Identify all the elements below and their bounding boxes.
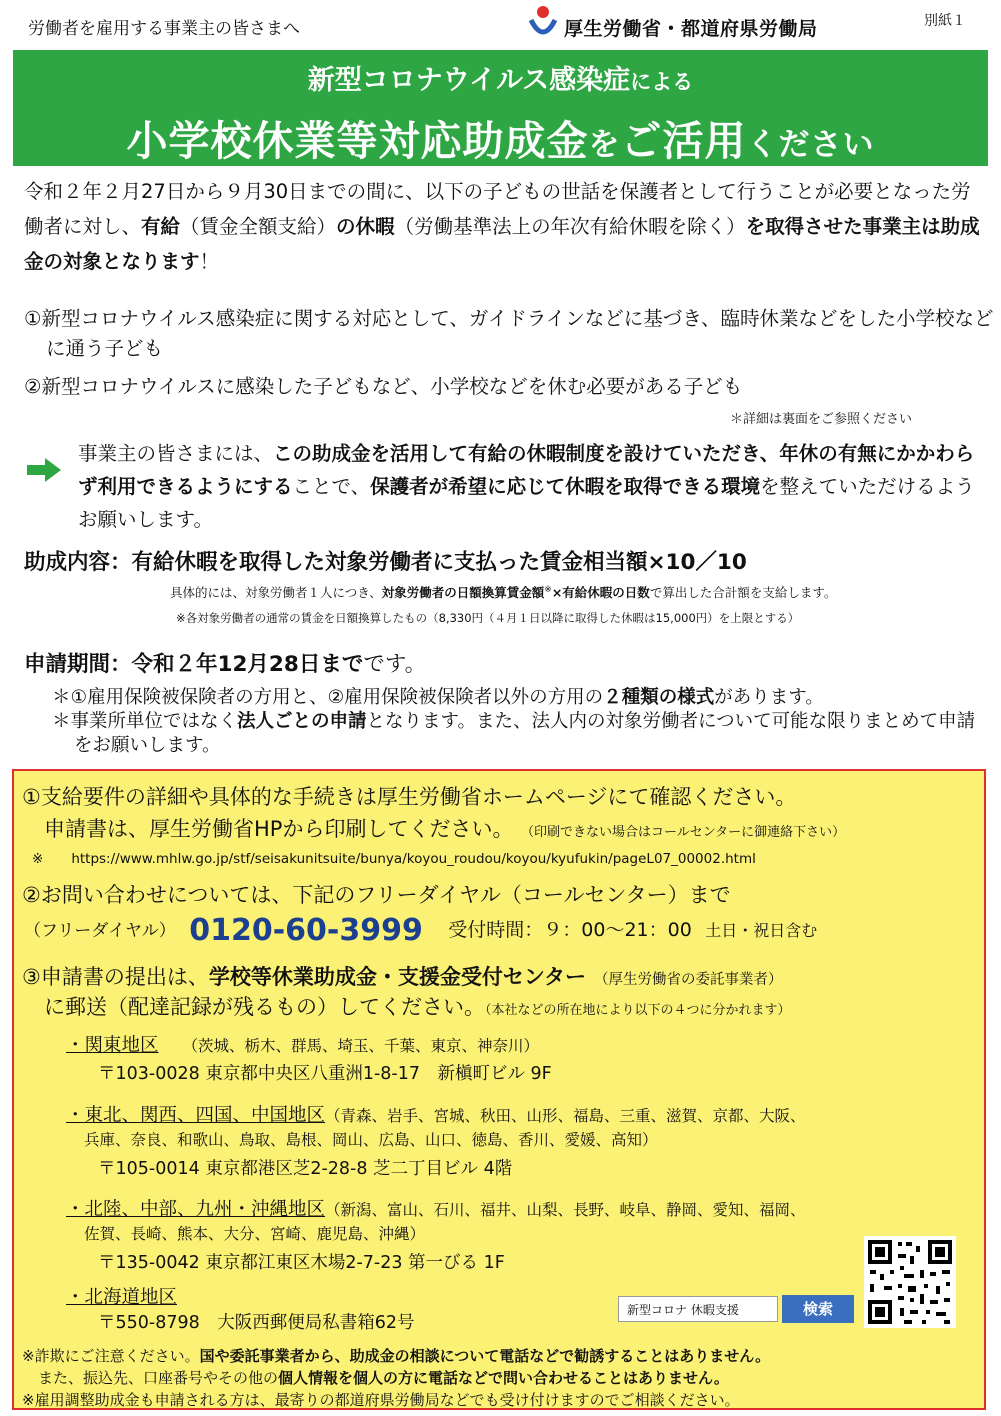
arrow-right-icon xyxy=(27,458,61,482)
search-input[interactable]: 新型コロナ 休暇支援 xyxy=(618,1296,778,1322)
see-back-note: ＊詳細は裏面をご参照ください xyxy=(730,412,913,427)
prefs-hokuriku-kyushu: 佐賀、長崎、熊本、大分、宮崎、鹿児島、沖縄） xyxy=(84,1225,426,1243)
info-item-1: ①支給要件の詳細や具体的な手続きは厚生労働省ホームページにて確認ください。 xyxy=(22,785,797,809)
free-dial-row: （フリーダイヤル） 0120-60-3999 受付時間：９：00～21：00 土日・祝日含む xyxy=(24,913,818,948)
note-item: ＊事業所単位ではなく法人ごとの申請となります。また、法人内の対象労働者について可能な限りまとめて申請をお願いします。 xyxy=(52,711,976,756)
search-button[interactable]: 検索 xyxy=(782,1295,854,1323)
address-kanto: 〒103-0028 東京都中央区八重洲1-8-17 新槇町ビル 9F xyxy=(98,1064,552,1084)
info-item-1-line2: 申請書は、厚生労働省HPから印刷してください。 （印刷できない場合はコールセンターに御連絡下さい） xyxy=(44,817,846,841)
intro-paragraph: 令和２年２月27日から９月30日までの間に、以下の子どもの世話を保護者として行うことが必要となった労働者に対し、有給（賃金全額支給）の休暇（労働基準法上の年次有給休暇を除く）を取得させた事業主は助成金の対象となります！ xyxy=(24,180,980,273)
employer-request-paragraph: 事業主の皆さまには、この助成金を活用して有給の休暇制度を設けていただき、年休の有無にかかわらず利用できるようにすることで、保護者が希望に応じて休暇を取得できる環境を整えていただけるようお願いします。 xyxy=(78,442,975,531)
subsidy-cap-note: ※各対象労働者の通常の賃金を日額換算したもの（8,330円（４月１日以降に取得した休暇は15,000円）を上限とする） xyxy=(176,611,800,625)
address-hokkaido: 〒550-8798 大阪西郵便局私書箱62号 xyxy=(98,1313,415,1333)
region-kanto: ・関東地区 （茨城、栃木、群馬、埼玉、千葉、東京、神奈川） xyxy=(66,1035,540,1056)
subsidy-detail: 具体的には、対象労働者１人につき、対象労働者の日額換算賃金額※×有給休暇の日数で算出した合計額を支給します。 xyxy=(170,584,837,600)
mhlw-url[interactable]: ※ https://www.mhlw.go.jp/stf/seisakunitsuite/bunya/koyou_roudou/koyou/kyufukin/pageL07_00002.html xyxy=(32,851,756,867)
condition-1: ①新型コロナウイルス感染症に関する対応として、ガイドラインなどに基づき、臨時休業などをした小学校などに通う子ども xyxy=(24,307,994,360)
address-hokuriku-kyushu: 〒135-0042 東京都江東区木場2-7-23 第一びる 1F xyxy=(98,1253,505,1273)
title-line-2: 小学校休業等対応助成金をご活用ください xyxy=(126,117,875,165)
attachment-label: 別紙１ xyxy=(924,13,966,29)
application-period: 申請期間：令和２年12月28日までです。 xyxy=(24,652,427,677)
qr-code-icon[interactable] xyxy=(864,1236,956,1328)
privacy-warning: また、振込先、口座番号やその他の個人情報を個人の方に電話などで問い合わせることはありません。 xyxy=(38,1369,729,1387)
info-item-3: ③申請書の提出は、学校等休業助成金・支援金受付センター （厚生労働省の委託事業者） xyxy=(22,965,783,989)
ministry-name: 厚生労働省・都道府県労働局 xyxy=(564,18,818,40)
title-line-1: 新型コロナウイルス感染症による xyxy=(307,65,694,96)
notes-list xyxy=(52,686,982,758)
condition-2: ②新型コロナウイルスに感染した子どもなど、小学校などを休む必要がある子ども xyxy=(24,375,743,398)
address-tohoku-kansai: 〒105-0014 東京都港区芝2-28-8 芝二丁目ビル 4階 xyxy=(98,1159,513,1179)
employment-adjustment-note: ※雇用調整助成金も申請される方は、最寄りの都道府県労働局などでも受け付けますのでご相談ください。 xyxy=(22,1391,740,1409)
info-item-2: ②お問い合わせについては、下記のフリーダイヤル（コールセンター）まで xyxy=(22,883,731,907)
ministry-logo-icon xyxy=(528,4,558,40)
region-hokuriku-kyushu: ・北陸、中部、九州・沖縄地区（新潟、富山、石川、福井、山梨、長野、岐阜、静岡、愛知、福岡、 xyxy=(66,1199,806,1220)
phone-number[interactable]: 0120-60-3999 xyxy=(189,913,423,948)
fraud-warning: ※詐欺にご注意ください。国や委託事業者から、助成金の相談について電話などで勧誘することはありません。 xyxy=(22,1347,771,1365)
region-tohoku-kansai: ・東北、関西、四国、中国地区（青森、岩手、宮城、秋田、山形、福島、三重、滋賀、京都、大阪、 xyxy=(66,1105,806,1126)
region-hokkaido: ・北海道地区 xyxy=(66,1287,178,1308)
subsidy-heading: 助成内容：有給休暇を取得した対象労働者に支払った賃金相当額×10／10 xyxy=(24,550,747,575)
info-item-3-line2: に郵送（配達記録が残るもの）してください。（本社などの所在地により以下の４つに分かれます） xyxy=(44,995,791,1019)
addressee-text: 労働者を雇用する事業主の皆さまへ xyxy=(28,19,300,39)
prefs-tohoku-kansai: 兵庫、奈良、和歌山、鳥取、島根、岡山、広島、山口、徳島、香川、愛媛、高知） xyxy=(84,1131,658,1149)
title-banner xyxy=(13,50,988,166)
note-item: ＊①雇用保険被保険者の方用と、②雇用保険被保険者以外の方用の２種類の様式があります。 xyxy=(52,687,824,708)
